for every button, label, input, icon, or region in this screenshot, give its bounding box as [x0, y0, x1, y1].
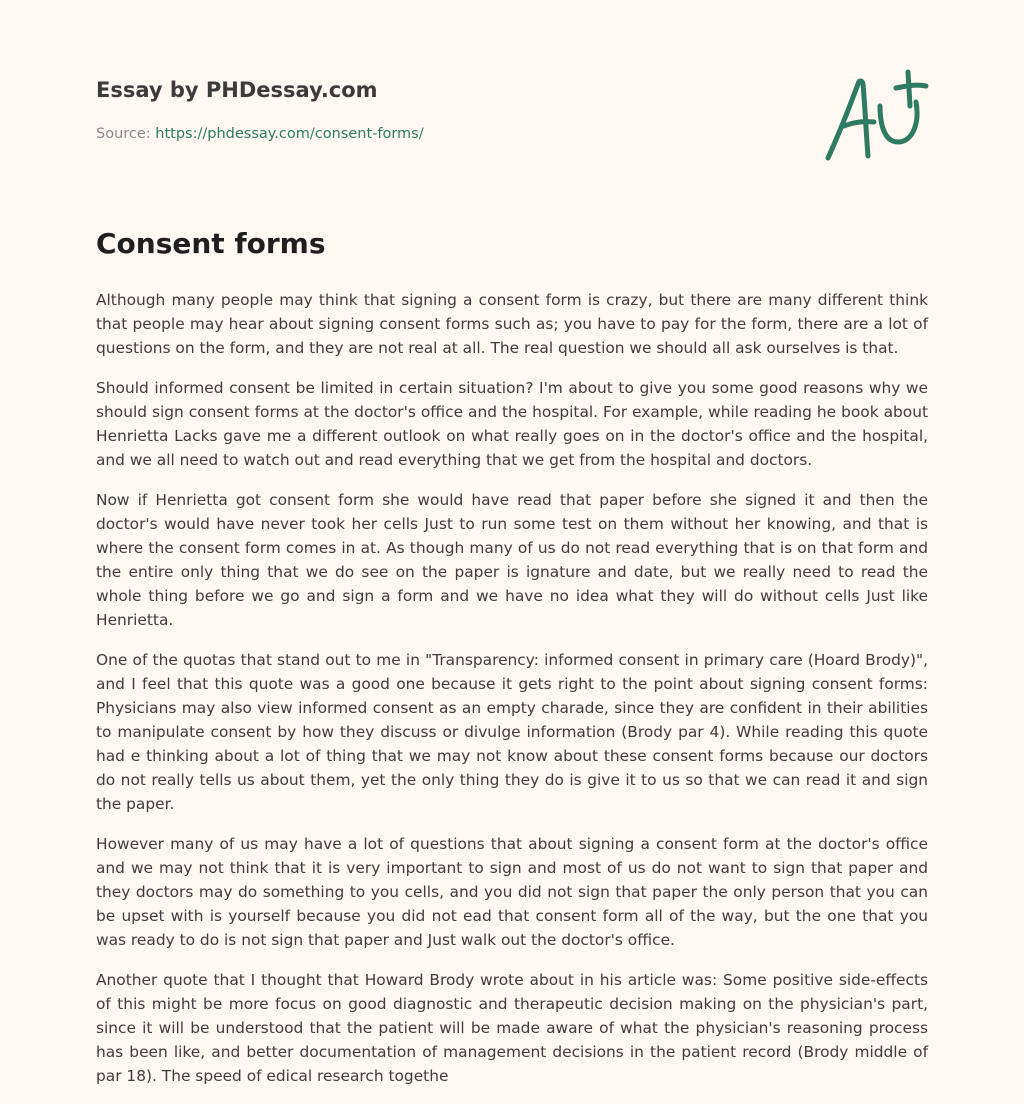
source-label: Source: — [96, 126, 156, 142]
source-link[interactable]: https://phdessay.com/consent-forms/ — [155, 126, 424, 142]
essay-body — [96, 224, 928, 1104]
essay-title: Consent forms — [96, 227, 326, 260]
essay-paragraph: One of the quotas that stand out to me in "Transparency: informed consent in primary care (Hoard Brody)", and I feel that this quote was a good one because it gets right to the point about signing consent forms: Physicians may also view informed consent as an empty charade, since they are confident in their abilities to manipulate consent by how they discuss or divulge information (Brody par 4). While reading this quote had e thinking about a lot of thing that we may not know about these consent forms because our doctors do not really tells us about them, yet the only thing they do is give it to us so that we can read it and sign the paper. — [96, 651, 928, 813]
a-plus-logo-icon — [818, 66, 930, 166]
source-line — [96, 124, 928, 144]
site-title: Essay by PHDessay.com — [96, 78, 378, 102]
page-header — [96, 76, 928, 144]
essay-paragraph: Although many people may think that signing a consent form is crazy, but there are many different think that people may hear about signing consent forms such as; you have to pay for the form, there are a lot of questions on the form, and they are not real at all. The real question we should all ask ourselves is that. — [96, 291, 928, 357]
essay-paragraph: Should informed consent be limited in certain situation? I'm about to give you some good reasons why we should sign consent forms at the doctor's office and the hospital. For example, while reading he book about Henrietta Lacks gave me a different outlook on what really goes on in the doctor's office and the hospital, and we all need to watch out and read everything that we get from the hospital and doctors. — [96, 379, 928, 469]
essay-paragraph: Now if Henrietta got consent form she would have read that paper before she signed it and then the doctor's would have never took her cells Just to run some test on them without her knowing, and that is where the consent form comes in at. As though many of us do not read everything that is on that form and the entire only thing that we do see on the paper is ignature and date, but we really need to read the whole thing before we go and sign a form and we have no idea what they will do without cells Just like Henrietta. — [96, 491, 928, 629]
essay-paragraph: Another quote that I thought that Howard Brody wrote about in his article was: Some positive side-effects of this might be more focus on good diagnostic and therapeutic decision making on the physician's part, since it will be understood that the patient will be made aware of what the physician's reasoning process has been like, and better documentation of management decisions in the patient record (Brody middle of par 18). The speed of edical research togethe — [96, 971, 928, 1085]
essay-paragraph: However many of us may have a lot of questions that about signing a consent form at the doctor's office and we may not think that it is very important to sign and most of us do not want to sign that paper and they doctors may do something to you cells, and you did not sign that paper the only person that you can be upset with is yourself because you did not ead that consent form all of the way, but the one that you was ready to do is not sign that paper and Just walk out the doctor's office. — [96, 835, 928, 949]
